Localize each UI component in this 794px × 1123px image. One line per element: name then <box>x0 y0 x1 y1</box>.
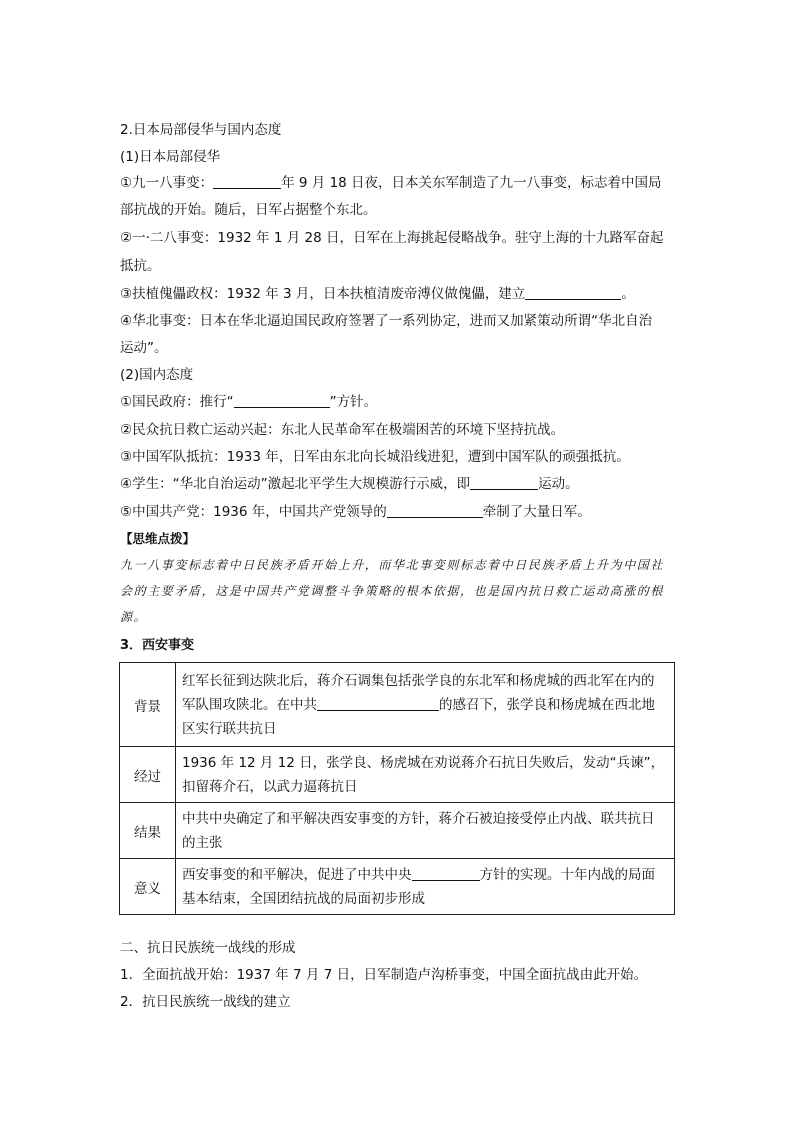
subheading-domestic-attitude: (2)国内态度 <box>120 367 194 383</box>
item-918-continued: 部抗战的开始。随后，日军占据整个东北。 <box>120 202 377 218</box>
item-north-china-continued: 运动”。 <box>120 340 168 356</box>
item-students: ④学生：“华北自治运动”激起北平学生大规模游行示威，即 运动。 <box>120 476 579 492</box>
part-two-heading: 二、抗日民族统一战线的形成 <box>120 940 296 956</box>
table-row <box>120 859 675 915</box>
row-content: 中共中央确定了和平解决西安事变的方针，蒋介石被迫接受停止内战、联共抗日 的主张 <box>176 803 675 859</box>
fill-blank[interactable] <box>213 174 281 189</box>
item-full-war-begins: 1．全面抗战开始：1937 年 7 月 7 日，日军制造卢沟桥事变，中国全面抗战由此开始。 <box>120 967 648 983</box>
table-row <box>120 747 675 803</box>
fill-blank[interactable] <box>525 285 621 300</box>
table-row <box>120 663 675 747</box>
fill-blank[interactable] <box>412 866 480 881</box>
item-army-resistance: ③中国军队抵抗：1933 年，日军由东北向长城沿线进犯，遭到中国军队的顽强抵抗。 <box>120 449 630 465</box>
row-label: 经过 <box>120 747 176 803</box>
fill-blank[interactable] <box>387 503 483 518</box>
thinking-tip-header: 【思维点拨】 <box>120 531 196 546</box>
fill-blank[interactable] <box>317 696 439 711</box>
row-content: 红军长征到达陕北后，蒋介石调集包括张学良的东北军和杨虎城的西北军在内的 军队围攻陕北。在中共 的感召下，张学良和杨虎城在西北地 区实行联共抗日 <box>176 663 675 747</box>
subheading-japan-invasion: (1)日本局部侵华 <box>120 149 221 165</box>
item-communist-party: ⑤中国共产党：1936 年，中国共产党领导的 牵制了大量日军。 <box>120 504 591 520</box>
item-north-china-incident: ④华北事变：日本在华北逼迫国民政府签署了一系列协定，进而又加紧策动所谓“华北自治 <box>120 313 653 329</box>
item-puppet-regime: ③扶植傀儡政权：1932 年 3 月，日本扶植清废帝溥仪做傀儡，建立 。 <box>120 286 635 302</box>
item-918-incident: ①九一八事变： 年 9 月 18 日夜，日本关东军制造了九一八事变，标志着中国局 <box>120 175 662 191</box>
xian-incident-heading: 3．西安事变 <box>120 638 195 653</box>
item-128-continued: 抵抗。 <box>120 258 161 274</box>
row-label: 背景 <box>120 663 176 747</box>
item-128-incident: ②一·二八事变：1932 年 1 月 28 日，日军在上海挑起侵略战争。驻守上海的十九路军奋起 <box>120 230 664 246</box>
fill-blank[interactable] <box>470 475 538 490</box>
item-nationalist-government: ①国民政府：推行“ ”方针。 <box>120 394 378 410</box>
xian-incident-table <box>119 662 675 915</box>
fill-blank[interactable] <box>234 393 330 408</box>
row-content: 西安事变的和平解决，促进了中共中央 方针的实现。十年内战的局面 基本结束，全国团结抗战的局面初步形成 <box>176 859 675 915</box>
section-heading: 2.日本局部侵华与国内态度 <box>120 122 282 138</box>
item-people-resistance: ②民众抗日救亡运动兴起：东北人民革命军在极端困苦的环境下坚持抗战。 <box>120 422 565 438</box>
row-label: 意义 <box>120 859 176 915</box>
item-united-front: 2．抗日民族统一战线的建立 <box>120 994 291 1010</box>
thinking-tip-text: 九一八事变标志着中日民族矛盾开始上升，而华北事变则标志着中日民族矛盾上升为中国社会的主要矛盾，这是中国共产党调整斗争策略的根本依据，也是国内抗日救亡运动高涨的根源。 <box>120 558 665 624</box>
table-row <box>120 803 675 859</box>
row-label: 结果 <box>120 803 176 859</box>
row-content: 1936 年 12 月 12 日，张学良、杨虎城在劝说蒋介石抗日失败后，发动“兵谏”， 扣留蒋介石，以武力逼蒋抗日 <box>176 747 675 803</box>
